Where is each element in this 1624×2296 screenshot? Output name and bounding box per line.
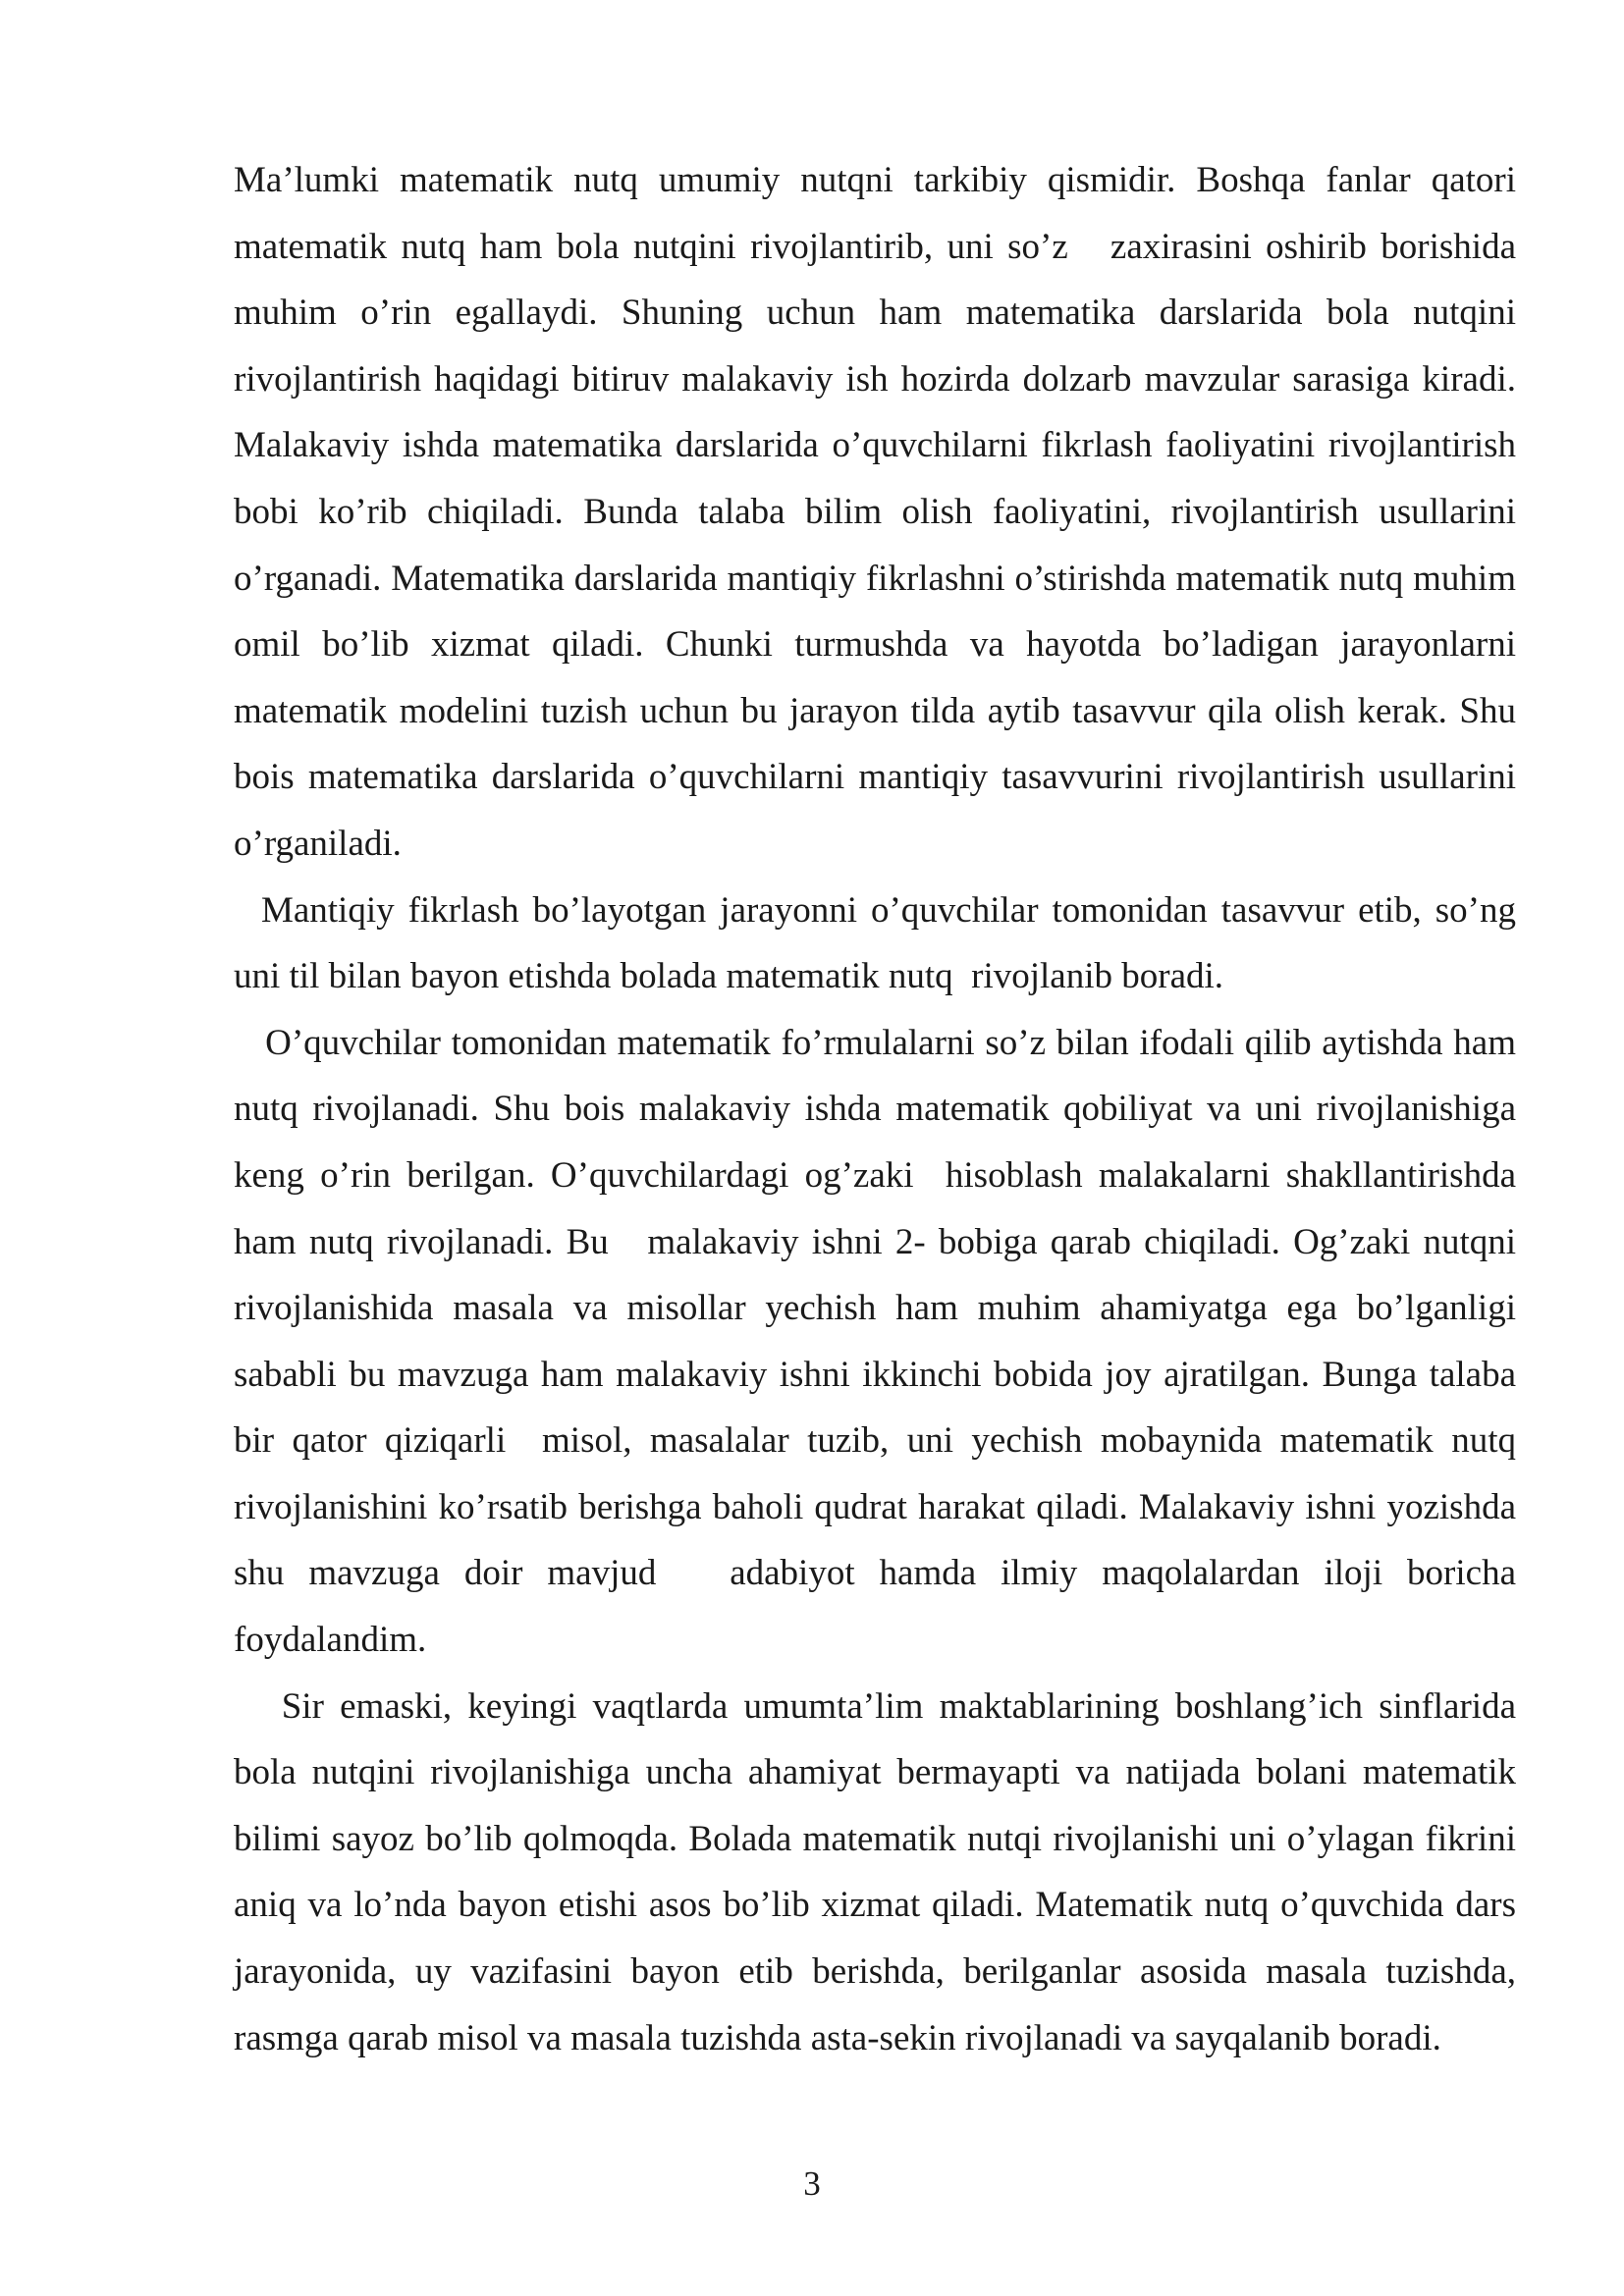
paragraph-2: Mantiqiy fikrlash bo’layotgan jarayonni o’quvchilar tomonidan tasavvur etib, so’ng uni til bilan bayon etishda bolada matematik nutq rivojlanib boradi. bbox=[234, 889, 1516, 997]
paragraph-3: O’quvchilar tomonidan matematik fo’rmulalarni so’z bilan ifodali qilib aytishda ham nutq rivojlanadi. Shu bois malakaviy ishda matematik qobiliyat va uni rivojlanishiga keng o’rin berilgan. O’quvchilardagi og’zaki hisoblash malakalarni shakllantirishda ham nutq rivojlanadi. Bu malakaviy ishni 2- bobiga qarab chiqiladi. Og’zaki nutqni rivojlanishida masala va misollar yechish ham muhim ahamiyatga ega bo’lganligi sababli bu mavzuga ham malakaviy ishni ikkinchi bobida joy ajratilgan. Bunga talaba bir qator qiziqarli misol, masalalar tuzib, uni yechish mobaynida matematik nutq rivojlanishini ko’rsatib berishga baholi qudrat harakat qiladi. Malakaviy ishni yozishda shu mavzuga doir mavjud adabiyot hamda ilmiy maqolalardan iloji boricha foydalandim. bbox=[234, 1022, 1516, 1661]
body-text bbox=[234, 147, 1516, 2071]
paragraph-1: Ma’lumki matematik nutq umumiy nutqni tarkibiy qismidir. Boshqa fanlar qatori matematik nutq ham bola nutqini rivojlantirib, uni so’z zaxirasini oshirib borishida muhim o’rin egallaydi. Shuning uchun ham matematika darslarida bola nutqini rivojlantirish haqidagi bitiruv malakaviy ish hozirda dolzarb mavzular sarasiga kiradi. Malakaviy ishda matematika darslarida o’quvchilarni fikrlash faoliyatini rivojlantirish bobi ko’rib chiqiladi. Bunda talaba bilim olish faoliyatini, rivojlantirish usullarini o’rganadi. Matematika darslarida mantiqiy fikrlashni o’stirishda matematik nutq muhim omil bo’lib xizmat qiladi. Chunki turmushda va hayotda bo’ladigan jarayonlarni matematik modelini tuzish uchun bu jarayon tilda aytib tasavvur qila olish kerak. Shu bois matematika darslarida o’quvchilarni mantiqiy tasavvurini rivojlantirish usullarini o’rganiladi. bbox=[234, 160, 1516, 864]
paragraph-4: Sir emaski, keyingi vaqtlarda umumta’lim maktablarining boshlang’ich sinflarida bola nutqini rivojlanishiga uncha ahamiyat bermayapti va natijada bolani matematik bilimi sayoz bo’lib qolmoqda. Bolada matematik nutqi rivojlanishi uni o’ylagan fikrini aniq va lo’nda bayon etishi asos bo’lib xizmat qiladi. Matematik nutq o’quvchida dars jarayonida, uy vazifasini bayon etib berishda, berilganlar asosida masala tuzishda, rasmga qarab misol va masala tuzishda asta-sekin rivojlanadi va sayqalanib boradi. bbox=[234, 1685, 1516, 2058]
page-number: 3 bbox=[803, 2164, 821, 2203]
